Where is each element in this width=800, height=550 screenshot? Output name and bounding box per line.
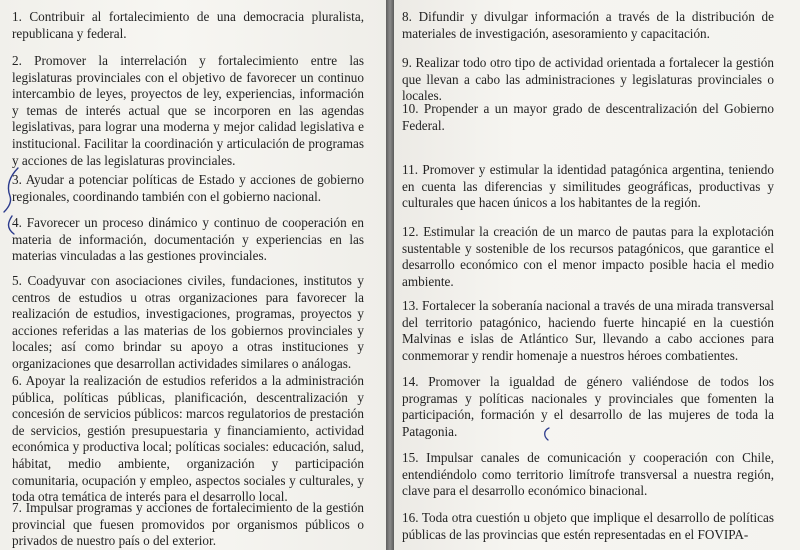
item-number: 16. xyxy=(402,510,419,525)
list-item-2 xyxy=(12,53,364,169)
item-text: Impulsar programas y acciones de fortalecimiento de la gestión provincial que fuesen promovidos por organismos públicos o privados de nuestro país o del exterior. xyxy=(12,500,365,549)
item-number: 13. xyxy=(402,298,419,313)
list-item-12 xyxy=(402,224,774,290)
list-item-8 xyxy=(402,9,774,42)
item-text: Favorecer un proceso dinámico y continuo de cooperación en materia de información, documentación y experiencias en las materias vinculadas a las gestiones provinciales. xyxy=(12,215,365,264)
list-item-6 xyxy=(12,373,364,506)
list-item-10 xyxy=(402,101,774,134)
item-number: 10. xyxy=(402,101,419,116)
item-text: Realizar todo otro tipo de actividad orientada a fortalecer la gestión que llevan a cabo las administraciones y legislaturas provinciales o locales. xyxy=(402,55,774,104)
item-text: Promover y estimular la identidad patagónica argentina, teniendo en cuenta las diferencias y similitudes geográficas, productivas y culturales que hacen únicos a los habitantes de la región. xyxy=(402,162,774,211)
item-number: 2. xyxy=(12,53,22,68)
item-number: 12. xyxy=(402,224,419,239)
item-number: 5. xyxy=(12,273,22,288)
item-number: 4. xyxy=(12,215,22,230)
item-text: Estimular la creación de un marco de pautas para la explotación sustentable y sostenible de los recursos patagónicos, que garantice el desarrollo económico con el menor impacto posible hacia el medio ambiente. xyxy=(402,224,775,289)
left-page xyxy=(0,0,386,550)
item-number: 11. xyxy=(402,162,418,177)
list-item-7 xyxy=(12,500,364,550)
item-text: Apoyar la realización de estudios referidos a la administración pública, políticas públicas, planificación, descentralización y concesión de servicios públicos: marcos regulatorios de prestación de servicios, gestión presupuestaria y financiamiento, actividad económica y productiva local; políticas sociales: educación, salud, hábitat, medio ambiente, organización y participación comunitaria, ocupación y empleo, aspectos sociales y culturales, y toda otra temática de interés para el desarrollo local. xyxy=(12,373,364,505)
item-number: 7. xyxy=(12,500,22,515)
item-text: Contribuir al fortalecimiento de una democracia pluralista, republicana y federal. xyxy=(12,9,364,41)
list-item-5 xyxy=(12,273,364,373)
item-number: 9. xyxy=(402,55,412,70)
list-item-4 xyxy=(12,215,364,265)
item-text: Propender a un mayor grado de descentralización del Gobierno Federal. xyxy=(402,101,774,133)
item-text: Impulsar canales de comunicación y cooperación con Chile, entendiéndolo como territorio limítrofe transversal a nuestra región, clave para el desarrollo económico binacional. xyxy=(402,450,774,499)
item-number: 15. xyxy=(402,450,419,465)
item-number: 14. xyxy=(402,374,419,389)
item-text: Promover la igualdad de género valiéndose de todos los programas y políticas nacionales y provinciales que fomenten la participación, formación y el desarrollo de las mujeres de toda la Patagonia. xyxy=(402,374,774,439)
item-text: Coadyuvar con asociaciones civiles, fundaciones, institutos y centros de estudios u otras organizaciones para favorecer la realización de estudios, investigaciones, programas, proyectos y acciones referidas a las materias de los gobiernos provinciales y locales; así como brindar su apoyo a otras instituciones y organizaciones que desarrollan actividades similares o análogas. xyxy=(12,273,364,371)
list-item-11 xyxy=(402,162,774,212)
list-item-15 xyxy=(402,450,774,500)
item-text: Fortalecer la soberanía nacional a través de una mirada transversal del territorio patagónico, haciendo fuerte hincapié en la cuestión Malvinas e islas de Atlántico Sur, llevando a cabo acciones para conmemorar y rendir homenaje a nuestros héroes combatientes. xyxy=(402,298,775,363)
list-item-9 xyxy=(402,55,774,105)
item-text: Toda otra cuestión u objeto que implique el desarrollo de políticas públicas de las provincias que estén representadas en el FOVIPA- xyxy=(402,510,775,542)
item-text: Promover la interrelación y fortalecimiento entre las legislaturas provinciales con el objetivo de favorecer un continuo intercambio de leyes, proyectos de ley, experiencias, información y temas de interés actual que se incorporen en las agendas legislativas, para lograr una moderna y mejor calidad legislativa e institucional. Facilitar la coordinación y articulación de programas y acciones de las legislaturas provinciales. xyxy=(12,53,364,168)
list-item-3 xyxy=(12,172,364,205)
list-item-13 xyxy=(402,298,774,364)
item-number: 1. xyxy=(12,9,22,24)
item-number: 8. xyxy=(402,9,412,24)
item-text: Ayudar a potenciar políticas de Estado y acciones de gobierno regionales, coordinando también con el gobierno nacional. xyxy=(12,172,364,204)
book-gutter xyxy=(386,0,394,550)
item-number: 6. xyxy=(12,373,22,388)
item-text: Difundir y divulgar información a través de la distribución de materiales de investigación, asesoramiento y capacitación. xyxy=(402,9,774,41)
list-item-16 xyxy=(402,510,774,543)
item-number: 3. xyxy=(12,172,22,187)
list-item-1 xyxy=(12,9,364,42)
list-item-14 xyxy=(402,374,774,440)
right-page xyxy=(394,0,800,550)
